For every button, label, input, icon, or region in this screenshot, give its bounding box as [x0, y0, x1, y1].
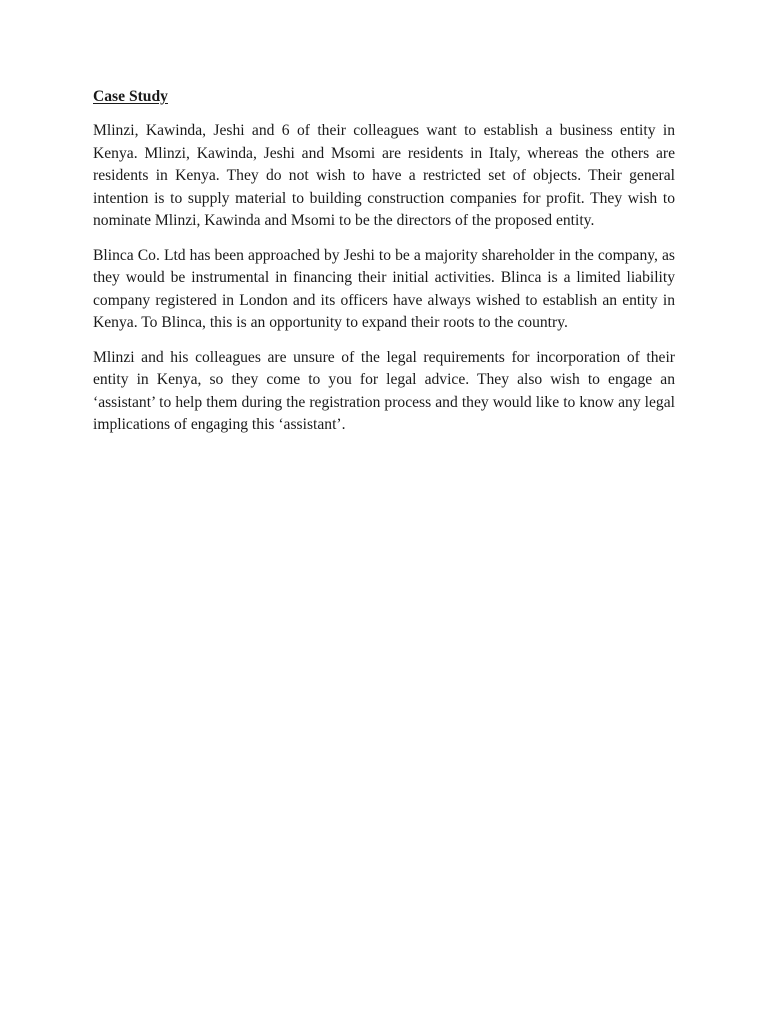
document-body: [93, 86, 675, 449]
paragraph-3: Mlinzi and his colleagues are unsure of the legal requirements for incorporation of their entity in Kenya, so they come to you for legal advice. They also wish to engage an ‘assistant’ to help them during the registration process and they would like to know any legal implications of engaging this ‘assistant’.: [93, 349, 675, 434]
case-study-heading: Case Study: [93, 88, 168, 105]
paragraph-1: Mlinzi, Kawinda, Jeshi and 6 of their colleagues want to establish a business entity in Kenya. Mlinzi, Kawinda, Jeshi and Msomi are residents in Italy, whereas the others are residents in Kenya. They do not wish to have a restricted set of objects. Their general intention is to supply material to building construction companies for profit. They wish to nominate Mlinzi, Kawinda and Msomi to be the directors of the proposed entity.: [93, 122, 675, 230]
paragraph-2: Blinca Co. Ltd has been approached by Jeshi to be a majority shareholder in the company, as they would be instrumental in financing their initial activities. Blinca is a limited liability company registered in London and its officers have always wished to establish an entity in Kenya. To Blinca, this is an opportunity to expand their roots to the country.: [93, 246, 675, 332]
